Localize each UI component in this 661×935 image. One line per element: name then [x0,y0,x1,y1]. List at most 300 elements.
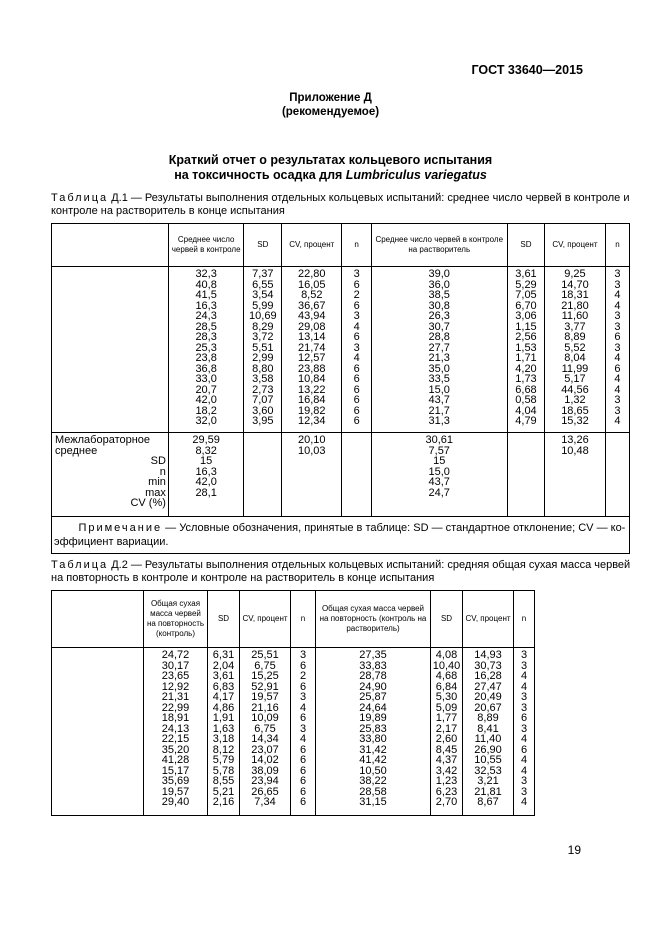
table-value: 3,61 [515,268,537,280]
table-value: 25,87 [359,691,387,703]
table-value: 8,89 [564,331,586,343]
summary-value: 15,0 [428,465,450,478]
table1-values [371,267,507,433]
table-value: 3 [353,310,360,322]
table-value: 38,5 [428,289,450,301]
table-value: 16,3 [195,299,217,312]
table-value: 4 [353,352,360,364]
table-value: 6,55 [252,278,274,291]
table-value: 4 [614,415,621,427]
table-value: 18,2 [195,404,217,417]
table1-caption-text: Д.1 — Результаты выполнения отдельных кольцевых испытаний: среднее число червей в контроле и [108,192,630,204]
table2-values [208,648,240,816]
table1-values [605,267,630,433]
table2 [51,590,535,816]
table-value: 40,8 [195,278,217,291]
table-value: 3,42 [435,764,458,777]
summary-label: среднее [55,444,98,457]
table-value: 14,70 [561,278,589,291]
table-value: 52,91 [251,680,279,693]
table-value: 5,21 [212,785,235,798]
summary-value: 43,7 [428,476,450,488]
table2-header: Общая сухая масса червей на повторность (контроль) [144,591,208,648]
table1-summary-empty [507,433,545,517]
table-value: 4 [520,796,528,808]
table1-summary-row [52,433,630,517]
table2-header-blank [52,591,144,648]
table-value: 24,90 [359,680,387,693]
table-value: 12,34 [298,415,326,427]
table-value: 5,79 [212,754,235,766]
table-value: 4 [353,320,360,333]
table-value: 21,81 [474,785,502,798]
table-value: 8,55 [212,775,235,787]
table-value: 10,55 [474,754,502,766]
report-title: Краткий отчет о результатах кольцевого испытания [168,153,493,167]
table-value: 21,31 [161,691,190,703]
table-value: 11,60 [561,310,589,322]
summary-value: 10,48 [561,444,589,457]
table-value: 14,34 [251,733,279,745]
table1-header: Среднее число червей в контроле на растворитель [371,224,507,267]
table1-summary-empty [342,433,372,517]
table-value: 3,72 [252,331,274,343]
table2-header: Общая сухая масса червей на повторность (контроль на растворитель) [316,591,431,648]
table-value: 4 [520,733,528,745]
table-value: 41,42 [359,754,387,766]
summary-value: 10,03 [298,444,326,457]
table-value: 8,41 [477,722,499,735]
appendix-title: Приложение Д [289,92,372,104]
table-value: 6,31 [212,649,235,661]
table-value: 4 [614,289,621,301]
table2-caption-line2: на повторность в контроле и контроле на растворитель в конце испытания [51,572,435,584]
table-value: 7,34 [254,796,276,808]
table-value: 6 [614,362,621,375]
table-value: 23,8 [195,352,217,364]
table1-header: n [605,224,630,267]
table2-caption-text: Д.2 — Результаты выполнения отдельных кольцевых испытаний: средняя общая сухая масса червей [108,559,631,571]
table2-values [431,648,463,816]
table-value: 36,0 [428,278,450,291]
table-value: 7,05 [515,289,537,301]
table-value: 22,99 [161,701,190,714]
table-value: 35,20 [161,743,190,756]
table-value: 15,25 [251,670,279,682]
table-value: 2,17 [435,722,458,735]
table-value: 4,37 [435,754,458,766]
summary-value: 7,57 [428,444,450,457]
table-value: 30,8 [428,299,450,312]
table-value: 35,69 [161,775,190,787]
table-value: 1,53 [515,341,537,354]
table2-values [144,648,208,816]
table-value: 4 [299,733,307,745]
table-value: 20,7 [195,383,217,396]
table-value: 35,0 [428,362,450,375]
table1-summary-labels [52,433,169,517]
table-value: 10,69 [249,310,277,322]
table-value: 4 [614,299,621,312]
table-value: 5,29 [515,278,537,291]
table-value: 25,51 [251,649,279,661]
table-value: 4 [520,680,528,693]
table-value: 1,63 [212,722,235,735]
table-value: 6 [353,394,360,406]
table-value: 21,3 [428,352,450,364]
table-value: 4 [520,764,528,777]
table-value: 6 [353,331,360,343]
table-value: 11,99 [561,362,589,375]
table-value: 5,30 [435,691,458,703]
table-value: 2,99 [252,352,274,364]
table-value: 6 [353,415,360,427]
table-value: 3 [520,785,528,798]
table-value: 33,80 [359,733,387,745]
table1 [51,223,630,554]
summary-label: SD [150,455,166,467]
table-value: 6 [299,659,307,672]
table-value: 10,09 [251,712,279,724]
table-value: 5,99 [252,299,274,312]
table1-header: n [342,224,372,267]
summary-label: min [148,476,166,488]
table2-values [291,648,316,816]
summary-label: max [145,486,166,499]
table-value: 24,72 [161,649,190,661]
appendix-subtitle: (рекомендуемое) [281,106,380,118]
table2-header: SD [208,591,240,648]
summary-value: 15 [433,455,446,467]
table-value: 38,09 [251,764,279,777]
summary-label: CV (%) [130,497,166,509]
table-value: 1,32 [564,394,586,406]
table-value: 6 [353,373,360,385]
table-value: 13,22 [298,383,326,396]
table1-lab-cell [52,267,169,433]
table-value: 5,51 [252,341,274,354]
table-value: 4,08 [435,649,458,661]
table-value: 26,3 [428,310,450,322]
table1-header: CV, процент [282,224,342,267]
table-value: 3 [614,278,621,291]
table-value: 3,06 [515,310,537,322]
table-value: 6 [520,743,528,756]
table-value: 6,68 [515,383,537,396]
table1-summary-values [282,433,342,517]
table-value: 3 [520,659,528,672]
table-value: 22,80 [298,268,326,280]
table-value: 16,28 [474,670,502,682]
table-value: 23,94 [251,775,279,787]
table-value: 6,83 [212,680,235,693]
table1-summary-values [545,433,605,517]
table-value: 32,0 [195,415,217,427]
table-value: 4 [614,373,621,385]
note-label: Примечание [78,522,163,534]
table-value: 18,91 [161,712,190,724]
table-value: 2,04 [212,659,235,672]
document-standard-number: ГОСТ 33640—2015 [471,63,583,77]
table1-header: SD [507,224,545,267]
note-text-line2: эффициент вариации. [54,536,169,548]
table-value: 3 [614,341,621,354]
table2-caption [51,559,631,585]
table-value: 19,57 [251,691,279,703]
summary-value: 30,61 [425,434,453,446]
table-value: 18,31 [561,289,589,301]
table-value: 22,15 [161,733,190,745]
table1-header-blank [52,224,169,267]
table1-values [507,267,545,433]
table1-header: SD [244,224,282,267]
table-value: 3 [614,320,621,333]
table-value: 4,20 [515,362,537,375]
table2-header-row [52,591,535,648]
table-value: 6 [299,680,307,693]
table-value: 5,78 [212,764,235,777]
summary-label: n [159,465,166,478]
table-value: 43,7 [428,394,450,406]
table-value: 3 [614,268,621,280]
table-value: 3 [299,691,307,703]
table-value: 6,70 [515,299,537,312]
table-value: 41,28 [161,754,190,766]
table-value: 14,93 [474,649,502,661]
table-value: 16,84 [298,394,326,406]
table-value: 23,88 [298,362,326,375]
table-value: 33,5 [428,373,450,385]
table1-values [282,267,342,433]
table-value: 4,86 [212,701,235,714]
table-value: 6 [299,754,307,766]
table2-values [240,648,291,816]
table-value: 23,07 [251,743,279,756]
table-value: 6 [299,785,307,798]
table2-lab-cell [52,648,144,816]
table-value: 26,90 [474,743,502,756]
table2-data-row [52,648,535,816]
table-value: 8,45 [435,743,458,756]
table2-values [316,648,431,816]
table-value: 2,73 [252,383,274,396]
table1-caption-label: Таблица [51,192,109,204]
table-value: 25,3 [195,341,217,354]
table-value: 1,71 [515,352,537,364]
table-value: 19,89 [359,712,387,724]
table-value: 31,42 [359,743,387,756]
summary-value: 16,3 [195,465,217,478]
table1-note-row [52,517,630,554]
table-value: 31,15 [359,796,387,808]
summary-value: 42,0 [195,476,217,488]
table-value: 5,52 [564,341,586,354]
table-value: 3 [520,701,528,714]
table-value: 4 [520,754,528,766]
table-value: 29,40 [161,796,190,808]
table-value: 8,52 [301,289,323,301]
report-title-prefix: на токсичность осадка для [174,168,346,182]
table2-values [463,648,514,816]
table-value: 2,56 [515,331,537,343]
table-value: 30,7 [428,320,450,333]
table-value: 13,14 [298,331,326,343]
table-value: 6 [353,362,360,375]
table-value: 27,47 [474,680,502,693]
table1-header: CV, процент [545,224,605,267]
table-value: 36,8 [195,362,217,375]
table-value: 16,05 [298,278,326,291]
table-value: 2,70 [435,796,458,808]
table-value: 4,17 [212,691,235,703]
table-value: 1,23 [435,775,458,787]
note-text: — Условные обозначения, принятые в таблице: SD — стандартное отклонение; CV — ко- [162,522,626,534]
summary-value: 24,7 [428,486,450,499]
table-value: 6,75 [254,722,276,735]
table2-values [514,648,535,816]
table2-header: SD [431,591,463,648]
table-value: 8,04 [564,352,586,364]
table1-caption-line2: контроле на растворитель в конце испытания [51,205,285,217]
table-value: 10,40 [432,659,461,672]
table-value: 6,75 [254,659,276,672]
table-value: 20,49 [474,691,502,703]
table-value: 0,58 [515,394,537,406]
table2-header: n [291,591,316,648]
table-value: 3,58 [252,373,274,385]
table-value: 15,0 [428,383,450,396]
table1-note [52,517,630,554]
table-value: 24,64 [359,701,387,714]
table-value: 28,5 [195,320,217,333]
table-value: 2 [353,289,360,301]
table-value: 4,68 [435,670,458,682]
table-value: 6 [299,764,307,777]
table-value: 3 [299,722,307,735]
table-value: 3 [520,775,528,787]
table-value: 5,17 [564,373,586,385]
table-value: 28,58 [359,785,387,798]
table-value: 5,09 [435,701,458,714]
table-value: 1,15 [515,320,537,333]
table-value: 3 [299,649,307,661]
table-value: 7,07 [252,394,274,406]
table-value: 6 [614,331,621,343]
table-value: 32,3 [195,268,217,280]
table-value: 42,0 [195,394,217,406]
table-value: 43,94 [298,310,326,322]
table-value: 3,77 [564,320,586,333]
table-value: 1,77 [435,712,458,724]
table-value: 38,22 [359,775,387,787]
table-value: 41,5 [195,289,217,301]
table-value: 3 [353,268,360,280]
table-value: 25,83 [359,722,387,735]
table-value: 15,17 [161,764,190,777]
table-value: 30,17 [161,659,190,672]
table-value: 2,60 [435,733,458,745]
table-value: 2,16 [212,796,235,808]
table-value: 21,16 [251,701,279,714]
table-value: 10,84 [298,373,326,385]
table-value: 3 [520,691,528,703]
table2-header: CV, процент [240,591,291,648]
table-value: 6 [353,299,360,312]
table1-summary-empty [605,433,630,517]
table-value: 9,25 [564,268,586,280]
table1-header: Среднее число червей в контроле [168,224,244,267]
summary-value: 28,1 [195,486,217,499]
table-value: 21,7 [428,404,450,417]
table-value: 27,7 [428,341,450,354]
table-value: 1,91 [212,712,235,724]
table-value: 4,79 [515,415,537,427]
summary-value: 20,10 [298,434,326,446]
table-value: 3,61 [212,670,235,682]
table-value: 1,73 [515,373,537,385]
table-value: 4 [614,352,621,364]
table-value: 21,80 [561,299,589,312]
table-value: 2 [299,670,307,682]
table-value: 12,92 [161,680,190,693]
table-value: 6 [353,278,360,291]
table-value: 8,29 [252,320,274,333]
table1-values [168,267,244,433]
table-value: 4 [520,670,528,682]
table2-header: n [514,591,535,648]
table2-caption-label: Таблица [51,559,109,571]
table-value: 8,80 [252,362,274,375]
table-value: 8,12 [212,743,235,756]
summary-value: 8,32 [195,444,217,457]
table-value: 3 [520,649,528,661]
table-value: 27,35 [359,649,387,661]
table-value: 4,04 [515,404,537,417]
table-value: 33,83 [359,659,387,672]
table1-values [244,267,282,433]
table-value: 11,40 [474,733,502,745]
table1-header-row [52,224,630,267]
table-value: 28,78 [359,670,387,682]
table2-header: CV, процент [463,591,514,648]
table-value: 3 [520,722,528,735]
table-value: 7,37 [252,268,274,280]
summary-value: 13,26 [561,434,589,446]
table-value: 21,74 [298,341,326,354]
table-value: 6 [299,775,307,787]
table1-caption [51,192,630,218]
table-value: 19,82 [298,404,326,417]
table-value: 10,50 [359,764,387,777]
table-value: 3,54 [252,289,274,301]
table-value: 24,13 [161,722,190,735]
table-value: 15,32 [561,415,589,427]
table-value: 23,65 [161,670,190,682]
table-value: 19,57 [161,785,190,798]
table-value: 3,18 [212,733,235,745]
table-value: 33,0 [195,373,217,385]
table-value: 14,02 [251,754,279,766]
table1-summary-values [168,433,244,517]
table-value: 29,08 [298,320,326,333]
table-value: 44,56 [561,383,589,396]
table1-summary-values [371,433,507,517]
table-value: 30,73 [474,659,502,672]
table-value: 32,53 [474,764,502,777]
table-value: 6 [299,796,307,808]
table-value: 3 [614,404,621,417]
summary-value: 15 [200,455,213,467]
